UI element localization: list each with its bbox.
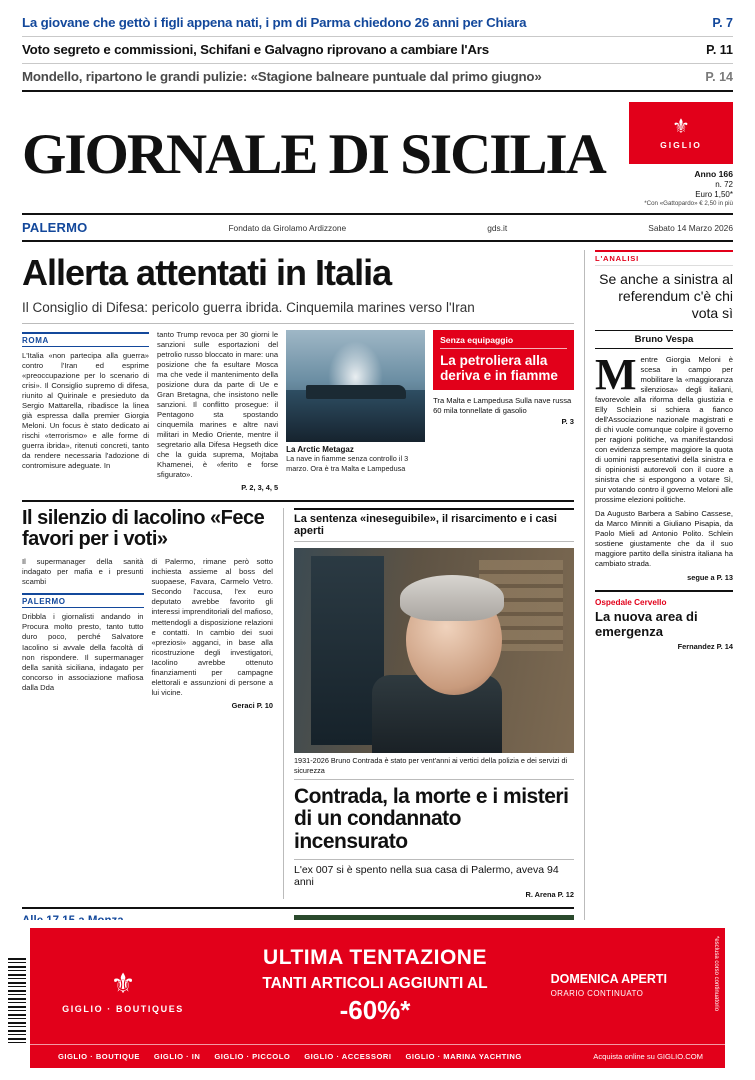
red-box-summary (433, 396, 574, 427)
advert-brand-bar (30, 1044, 725, 1068)
page-body (0, 250, 755, 1001)
lead-photo-block (286, 330, 425, 492)
main-column (22, 250, 585, 1001)
teaser-item[interactable] (22, 64, 733, 92)
lily-icon: ⚜ (672, 115, 690, 138)
red-box (433, 330, 574, 390)
rail-title-2: La nuova area di emergenza (595, 609, 698, 640)
story3-byline: R. Arena P. 12 (525, 890, 574, 900)
rail-author: Bruno Vespa (595, 330, 733, 349)
rail-title: Se anche a sinistra al referendum c'è chi vota sì (599, 271, 733, 322)
story-iacolino (22, 508, 284, 899)
advert-panel[interactable] (30, 928, 725, 1068)
rail-paragraph-2: Da Augusto Barbera a Sabino Cassese, da Marco Minniti a Giuliano Pisapia, da Paolo Mieli ad Antonio Polito. Schlein sostiene giustamente che da il suo maggiore partito della sinistra italiana ha cambiato strada. (595, 509, 733, 569)
sidebar-box (433, 330, 574, 492)
story2-body-2: di Palermo, rimane però sotto inchiesta assieme al boss del suopaese, Favara, Carmelo Vetro. Secondo l'accusa, l'ex euro deputato avrebbe favorito gli interessi imprenditoriali del mafioso, mettendogli a disposizione relazioni e contatti. In cambio dei suoi «preziosi» agganci, in base alla ricostruzione degli investigatori, Iacolino avrebbe ottenuto finanziamenti per campagne elettorali e assunzioni di persone a lui vicine. (151, 557, 273, 697)
story3-dek: L'ex 007 si è spento nella sua casa di Palermo, aveva 94 anni (294, 859, 574, 888)
story-contrada (294, 508, 574, 899)
red-box-kicker: Senza equipaggio (440, 335, 567, 349)
advert-line-2: TANTI ARTICOLI AGGIUNTI AL (262, 975, 488, 992)
sponsor-logo[interactable] (629, 102, 733, 164)
issue-number: n. 72 (715, 179, 733, 189)
story2-body-1: Dribbla i giornalisti andando in Procura molto presto, tanto tutto duro poco, perché Salvatore Iacolino si avvale della facoltà di non rispondere. Il supermanager della sanità siciliana, indagato per concorso in associazione mafiosa dalla Dda (22, 612, 144, 692)
teaser-page: P. 7 (712, 16, 733, 30)
advert-continuous-hours: ORARIO CONTINUATO (550, 989, 644, 998)
advert-brand-item[interactable]: GIGLIO · BOUTIQUE (58, 1052, 140, 1061)
rail-kicker: L'ANALISI (595, 250, 733, 266)
teaser-text: Voto segreto e commissioni, Schifani e Galvagno riprovano a cambiare l'Ars (22, 42, 489, 57)
advert-brand-list (30, 1052, 522, 1061)
newspaper-logo: GIORNALE DI SICILIA (22, 122, 605, 186)
teaser-page: P. 11 (706, 43, 733, 57)
lead-kicker: ROMA (22, 332, 149, 347)
teaser-item[interactable] (22, 10, 733, 37)
rail-paragraph-1: entre Giorgia Meloni è scesa in campo per mobilitare la «maggioranza silenziosa» degli italiani, favorevole alla riforma della giustizia e Elly Schlein si schiera a fianco dell'Associazione nazionale magistrati e di chi vuole comunque colpire il governo per ragioni politiche, va manifestandosi con evidenza sempre maggiore la quota di uomini rappresentativi della sinistra e di opinionisti autorevoli con il cuore a sinistra che si espongono a votare Sì, pur votando contro il governo Meloni alle prossime elezioni politiche. (595, 354, 733, 505)
ship-shape (306, 385, 406, 399)
masthead (0, 96, 755, 207)
advert-logo (48, 970, 198, 1014)
lily-icon: ⚜ (110, 968, 136, 999)
rail-divider (595, 590, 733, 592)
lead-col-1 (22, 330, 149, 492)
advert-shop-link[interactable]: Acquista online su GIGLIO.COM (593, 1052, 703, 1061)
smoke-shape (328, 341, 384, 386)
advert-hours (551, 972, 667, 998)
advert-brand-item[interactable]: GIGLIO · IN (153, 1052, 201, 1061)
lead-page-ref: P. 2, 3, 4, 5 (241, 483, 279, 493)
photo-caption-text: La nave in fiamme senza controllo il 3 marzo. Ora è tra Malta e Lampedusa (286, 454, 409, 473)
teaser-text: La giovane che gettò i figli appena nati, i pm di Parma chiedono 26 anni per Chiara (22, 15, 527, 30)
advert-brand-item[interactable]: GIGLIO · PICCOLO (214, 1052, 291, 1061)
teaser-text: Mondello, ripartono le grandi pulizie: «Stagione balneare puntuale dal primo giugno» (22, 69, 542, 84)
barcode (8, 958, 26, 1044)
issue-date: Sabato 14 Marzo 2026 (648, 222, 733, 233)
second-section (22, 500, 574, 899)
tanker-photo (286, 330, 425, 442)
advert-line-1: ULTIMA TENTAZIONE (263, 946, 487, 969)
issue-price-note: *Con «Gattopardo» € 2,50 in più (644, 199, 733, 207)
story3-strapline: La sentenza «ineseguibile», il risarcimento e i casi aperti (294, 508, 574, 542)
masthead-right (615, 102, 733, 207)
rail-ref: segue a P. 13 (687, 573, 733, 583)
lead-body-2: tanto Trump revoca per 30 giorni le sanzioni sulle esportazioni del petrolio russo bloccato in mare: una posizione che fa esultare Mosca ma che vede il mantenimento della posizione dura da parte di Ue e Gran Bretagna, che insistono nelle sanzioni. Il conflitto prosegue: il Pentagono sta spostando cinquemila marines e altre navi militari in Medio Oriente, mentre il segretario alla Difesa Hegseth dice che la guida suprema, Mojtaba Khamenei, è «ferito e forse sfigurato». (157, 329, 279, 480)
drop-cap: M (595, 349, 637, 399)
photo-caption-title: La Arctic Metagaz (286, 444, 354, 454)
red-box-page: P. 3 (561, 416, 574, 426)
sponsor-name: GIGLIO (660, 139, 702, 150)
story2-ref: Geraci P. 10 (231, 700, 273, 710)
teaser-strip (0, 0, 755, 96)
advert-brand: GIGLIO · BOUTIQUES (62, 1004, 184, 1014)
hair-shape (400, 575, 504, 621)
story3-headline: Contrada, la morte e i misteri di un condannato incensurato (294, 785, 569, 853)
advert-copy (205, 946, 545, 1026)
teaser-page: P. 14 (705, 70, 733, 84)
story2-kicker: PALERMO (22, 593, 144, 608)
rail-body (595, 349, 733, 569)
edition-city: PALERMO (22, 220, 88, 236)
advert-discount: -60%* (339, 995, 411, 1025)
rail-ref-2: Fernandez P. 14 (677, 642, 733, 652)
red-box-text: Tra Malta e Lampedusa Sulla nave russa 60 mila tonnellate di gasolio (433, 396, 572, 416)
folio-bar (22, 213, 733, 242)
story2-headline: Il silenzio di Iacolino «Fece favori per i voti» (22, 507, 265, 551)
lead-col-2 (157, 330, 278, 492)
founder-line: Fondato da Girolamo Ardizzone (228, 222, 347, 233)
lead-article (22, 330, 574, 492)
story3-caption: 1931-2026 Bruno Contrada è stato per vent'anni ai vertici della polizia e dei servizi di sicurezza (294, 753, 574, 780)
advert-brand-item[interactable]: GIGLIO · ACCESSORI (304, 1052, 392, 1061)
contrada-photo (294, 548, 574, 753)
rail-kicker-2: Ospedale Cervello (595, 598, 667, 608)
red-box-title: La petroliera alla deriva e in fiamme (440, 352, 558, 383)
issue-price: Euro 1,50* (695, 189, 733, 199)
bottom-advert[interactable] (0, 920, 755, 1080)
advert-footnote: *esclusa corso continuatorio (713, 936, 719, 1012)
lead-headline: Allerta attentati in Italia (22, 252, 392, 294)
right-rail (585, 250, 733, 1001)
issue-meta (644, 169, 733, 207)
issue-year: Anno 166 (694, 169, 733, 179)
lead-subhead: Il Consiglio di Difesa: pericolo guerra ibrida. Cinquemila marines verso l'Iran (22, 300, 574, 324)
lead-body-1: L'Italia «non partecipa alla guerra» contro l'Iran ed esprime «preoccupazione per lo scenario di crisi». Il Consiglio supremo di difesa, riunito al Quirinale e presieduto da Sergio Mattarella, ribadisce la linea già espressa dalla premier Giorgia Meloni. Un focus è stato dedicato ai rischi «terrorismo» e alle forme di guerra ibrida», ritenuti concreti, tanto da rendere necessaria l'adozione di contromisure adeguate. In (22, 350, 150, 470)
website-url[interactable]: gds.it (487, 222, 508, 233)
story2-standfirst: Il supermanager della sanità indagato per mafia e i presunti scambi (22, 557, 144, 587)
teaser-item[interactable] (22, 37, 733, 64)
advert-brand-item[interactable]: GIGLIO · MARINA YACHTING (405, 1052, 522, 1061)
advert-open-sunday: DOMENICA APERTI (550, 972, 667, 986)
